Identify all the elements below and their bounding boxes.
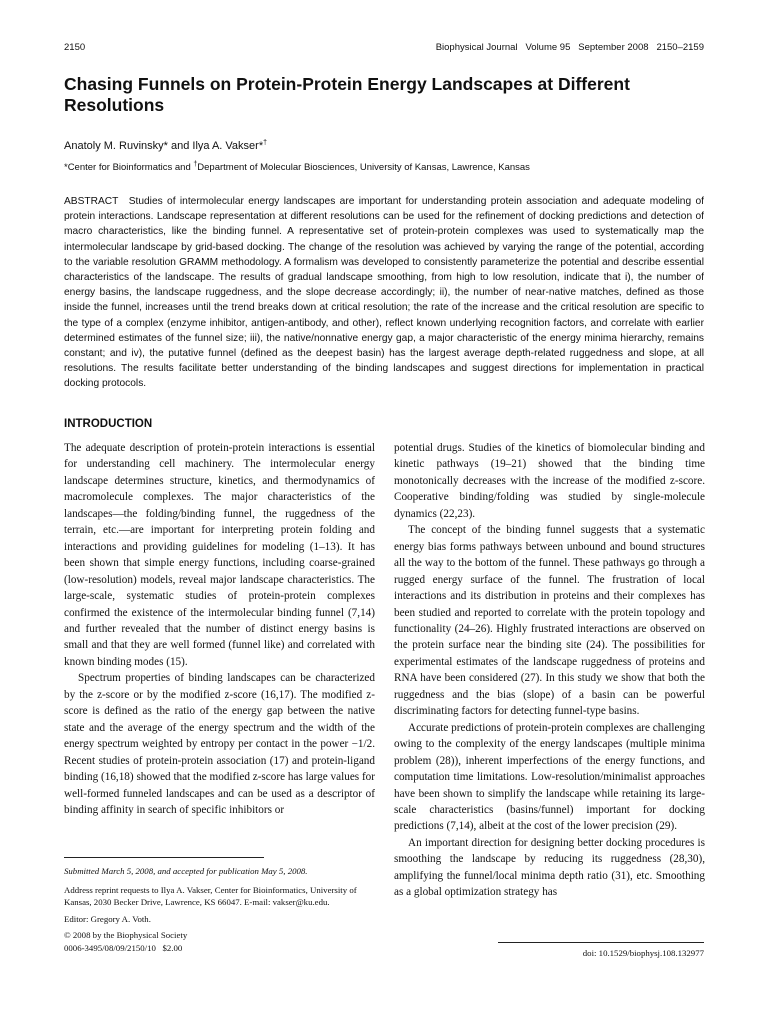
body-column-left: [64, 440, 375, 818]
paragraph: Spectrum properties of binding landscapes can be characterized by the z-score or by the modified z-score (16,17). The modified z-score is defined as the ratio of the energy gap between the native state and the average of the energy spectrum and the width of the energy spectrum weighted by entropy per contact in the power −1/2. Recent studies of protein-protein association (17) and protein-ligand binding (16,18) showed that the modified z-score has large values for well-formed funneled landscapes and can be used as a descriptor of binding affinity in search of specific inhibitors or: [64, 672, 375, 816]
affiliation-mark: †: [193, 160, 198, 168]
doi: doi: 10.1529/biophysj.108.132977: [582, 948, 704, 958]
section-heading: INTRODUCTION: [64, 418, 153, 430]
abstract: [64, 194, 704, 392]
abstract-label: ABSTRACT: [64, 196, 119, 207]
paragraph: potential drugs. Studies of the kinetics of biomolecular binding and kinetic pathways (19–21) showed that the binding time monotonically decreases with the increase of the modified z-score. Cooperative binding/folding was studied by single-molecule dynamics (22,23).: [394, 442, 705, 520]
article-title: Chasing Funnels on Protein-Protein Energy Landscapes at Different Resolutions: [64, 74, 630, 115]
affiliation-part2: Department of Molecular Biosciences, University of Kansas, Lawrence, Kansas: [197, 162, 530, 173]
doi-divider: [498, 942, 704, 943]
footnote-divider: [64, 857, 264, 858]
footnotes: [64, 865, 375, 959]
journal-header: Biophysical Journal Volume 95 September 2008 2150–2159: [435, 42, 704, 53]
paragraph: Accurate predictions of protein-protein complexes are challenging owing to the complexity of the energy landscapes (multiple minima problem (28)), inherent imperfections of the energy functions, and computation time limitations. Low-resolution/minimalist approaches have been shown to simplify the landscape while retaining its large-scale characteristics (basins/funnel) important for docking predictions (7,14), albeit at the cost of the lower precision (29).: [394, 721, 705, 833]
paragraph: The adequate description of protein-protein interactions is essential for understanding cell machinery. The intermolecular energy landscape determines structure, kinetics, and thermodynamics of macromolecule complexes. The major characteristics of the landscapes—the folding/binding funnel, the ruggedness of the terrain, etc.—are important for interpreting protein folding and interactions and providing guidelines for modeling (1–13). It has been shown that simple energy functions, including coarse-grained (low-resolution) models, reveal major landscape characteristics. The large-scale, systematic studies of protein-protein complexes confirmed the existence of the intermolecular binding funnel (7,14) and further revealed that the number of distinct energy basins is small and that they are well formed (funnel like) and correlated with known binding modes (15).: [64, 442, 375, 668]
author-names: Anatoly M. Ruvinsky* and Ilya A. Vakser*: [64, 140, 264, 152]
paragraph: An important direction for designing better docking procedures is smoothing the landscape by reducing its ruggedness (28,30), amplifying the funnel/local minima depth ratio (31), etc. Smoothing as a global optimization strategy has: [394, 836, 705, 899]
affiliation-part1: *Center for Bioinformatics and: [64, 162, 194, 173]
page-number: 2150: [64, 42, 86, 53]
body-column-right: [394, 440, 705, 901]
author-mark: †: [263, 139, 268, 147]
issn: 0006-3495/08/09/2150/10 $2.00: [64, 942, 183, 953]
copyright: © 2008 by the Biophysical Society: [64, 930, 188, 941]
authors: [64, 140, 267, 152]
editor-note: Editor: Gregory A. Voth.: [64, 913, 151, 924]
affiliation: [64, 162, 530, 173]
paragraph: The concept of the binding funnel suggests that a systematic energy bias forms pathways between unbound and bound structures all the way to the bottom of the funnel. These pathways go through a rugged energy surface of the funnel. The frustration of local interactions and its distribution in proteins and their complexes has been studied and reported to correlate with the protein topology and functionality (24–26). Highly frustrated interactions are observed on the protein surface near the binding site (24). The possibilities for experimental estimates of the landscape ruggedness of proteins and RNA have been considered (27). In this study we show that both the ruggedness and the bias (slope) of a basin can be powerful discriminating factors for detecting funnel-type basins.: [394, 524, 705, 718]
abstract-text: Studies of intermolecular energy landscapes are important for understanding protein association and adequate modeling of protein interactions. Landscape representation at different resolutions can be used for the refinement of docking predictions and detection of macro characteristics, like the binding funnel. A representative set of protein-protein complexes was used to systematically map the intermolecular landscape by grid-based docking. The change of the resolution was achieved by varying the range of the potential, according to the variable resolution GRAMM methodology. A formalism was developed to consistently parameterize the potential and describe essential characteristics of the landscape. The results of gradual landscape smoothing, from high to low resolution, indicate that i), the number of energy basins, the landscape ruggedness, and the slope decrease accordingly; ii), the number of near-native matches, defined as those inside the funnel, increases until the trend breaks down at critical resolution; the rate of the increase and the critical resolution are specific to the type of a complex (enzyme inhibitor, antigen-antibody, and other), reflect known underlying recognition factors, and correlate with earlier determined estimates of the funnel size; iii), the native/nonnative energy gap, a major characteristic of the energy minima hierarchy, remains constant; and iv), the putative funnel (defined as the deepest basin) has the largest average depth-related ruggedness and slope, at all resolutions. The results facilitate better understanding of the binding landscapes and suggest directions for implementation in practical docking protocols.: [64, 196, 704, 390]
submission-note: Submitted March 5, 2008, and accepted for publication May 5, 2008.: [64, 866, 308, 876]
reprint-address: Address reprint requests to Ilya A. Vakser, Center for Bioinformatics, University of Kansas, 2030 Becker Drive, Lawrence, KS 66047. E-mail: vakser@ku.edu.: [64, 884, 357, 908]
